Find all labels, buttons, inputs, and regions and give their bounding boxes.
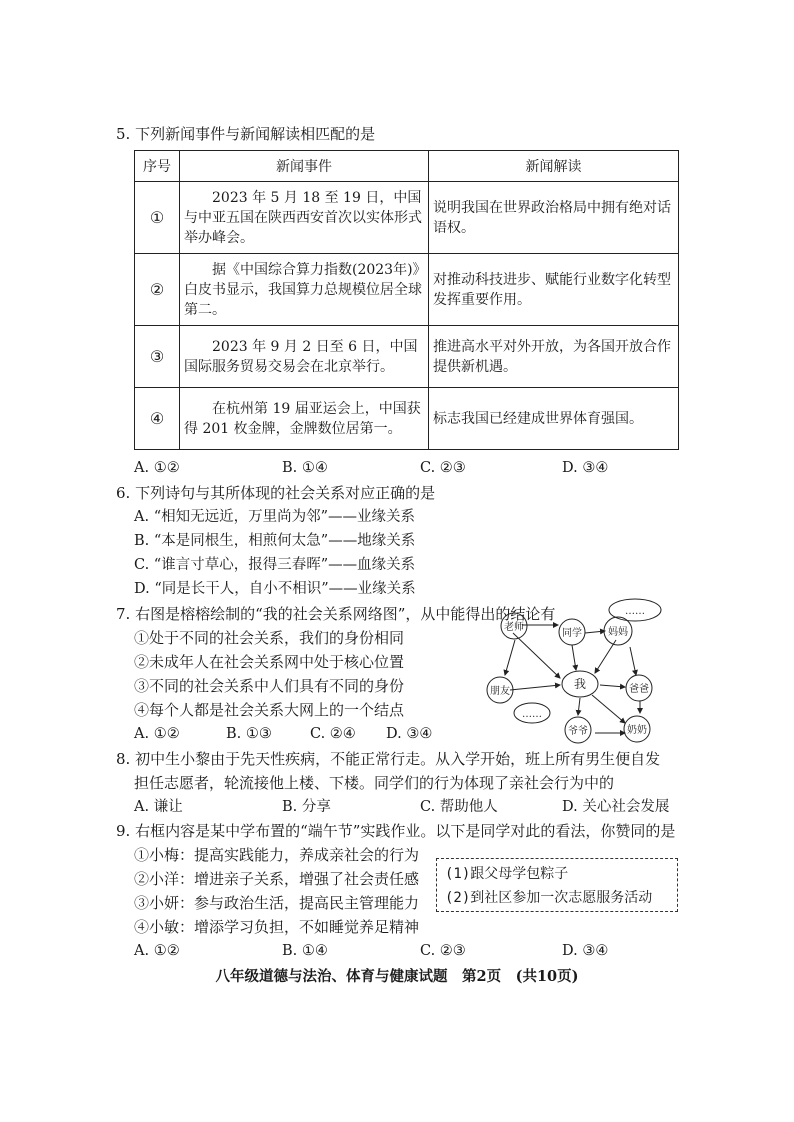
edge-mom-dad xyxy=(630,647,636,675)
row-event: 2023 年 5 月 18 至 19 日，中国与中亚五国在陕西西安首次以实体形式举办峰会。 xyxy=(180,182,429,254)
node-friend-label: 朋友 xyxy=(490,686,510,697)
q5-option-c[interactable]: C. ②③ xyxy=(420,460,466,476)
q7-option-b[interactable]: B. ①③ xyxy=(226,726,272,742)
node-classmate-label: 同学 xyxy=(562,628,582,639)
edge-mom-me xyxy=(595,640,616,673)
social-network-diagram xyxy=(480,595,680,745)
q7-item-2: ②未成年人在社会关系网中处于核心位置 xyxy=(134,653,405,671)
edge-classmate-me xyxy=(572,645,576,670)
q9-stem: 9. 右框内容是某中学布置的“端午节”实践作业。以下是同学对此的看法，你赞同的是 xyxy=(116,822,676,840)
row-event: 2023 年 9 月 2 日至 6 日，中国国际服务贸易交易会在北京举行。 xyxy=(180,326,429,388)
table-header-row xyxy=(135,151,679,182)
q8-option-a[interactable]: A. 谦让 xyxy=(134,799,183,815)
q5-stem: 5. 下列新闻事件与新闻解读相匹配的是 xyxy=(116,125,376,143)
edge-teacher-me xyxy=(513,633,560,678)
table-row xyxy=(135,182,679,254)
homework-item-1: (1)跟父母学包粽子 xyxy=(445,866,569,882)
table-row xyxy=(135,326,679,388)
q9-option-a[interactable]: A. ①② xyxy=(134,943,180,959)
edge-me-grandma xyxy=(592,695,625,723)
homework-box xyxy=(436,858,678,912)
news-table xyxy=(134,150,679,450)
q9-item-1: ①小梅：提高实践能力，养成亲社会的行为 xyxy=(134,846,420,864)
table-row xyxy=(135,388,679,450)
page-footer: 八年级道德与法治、体育与健康试题 第2页 (共10页) xyxy=(215,968,579,985)
edge-classmate-mom xyxy=(585,631,605,633)
node-dad-label: 爸爸 xyxy=(629,684,649,695)
q7-option-a[interactable]: A. ①② xyxy=(134,726,180,742)
row-num: ④ xyxy=(135,388,180,450)
q6-option-b[interactable]: B. “本是同根生，相煎何太急”——地缘关系 xyxy=(134,533,416,549)
row-num: ③ xyxy=(135,326,180,388)
node-more-top-label: …… xyxy=(625,606,645,617)
edge-friend-me xyxy=(510,685,560,690)
q9-option-b[interactable]: B. ①④ xyxy=(282,943,328,959)
header-interp: 新闻解读 xyxy=(429,151,679,182)
row-event: 据《中国综合算力指数(2023年)》白皮书显示，我国算力总规模位居全球第二。 xyxy=(180,254,429,326)
q7-stem: 7. 右图是榕榕绘制的“我的社会关系网络图”，从中能得出的结论有 xyxy=(116,605,556,623)
q8-stem-cont: 担任志愿者，轮流接他上楼、下楼。同学们的行为体现了亲社会行为中的 xyxy=(134,774,615,792)
q5-option-a[interactable]: A. ①② xyxy=(134,460,180,476)
q8-option-c[interactable]: C. 帮助他人 xyxy=(420,799,498,815)
node-mom-label: 妈妈 xyxy=(608,627,628,638)
q8-option-b[interactable]: B. 分享 xyxy=(282,799,331,815)
q9-item-4: ④小敏：增添学习负担，不如睡觉养足精神 xyxy=(134,918,420,936)
row-interp: 说明我国在世界政治格局中拥有绝对话语权。 xyxy=(429,182,679,254)
header-event: 新闻事件 xyxy=(180,151,429,182)
q6-option-a[interactable]: A. “相知无远近，万里尚为邻”——业缘关系 xyxy=(134,509,416,525)
edge-me-grandpa xyxy=(578,698,580,715)
row-num: ② xyxy=(135,254,180,326)
edge-teacher-friend xyxy=(505,640,515,675)
q9-option-d[interactable]: D. ③④ xyxy=(562,943,609,959)
q8-option-d[interactable]: D. 关心社会发展 xyxy=(562,799,670,815)
q7-option-d[interactable]: D. ③④ xyxy=(386,726,433,742)
row-interp: 推进高水平对外开放，为各国开放合作提供新机遇。 xyxy=(429,326,679,388)
q6-stem: 6. 下列诗句与其所体现的社会关系对应正确的是 xyxy=(116,484,436,502)
node-grandpa-label: 爷爷 xyxy=(568,726,588,737)
q5-option-b[interactable]: B. ①④ xyxy=(282,460,328,476)
q9-item-3: ③小妍：参与政治生活，提高民主管理能力 xyxy=(134,894,420,912)
row-interp: 标志我国已经建成世界体育强国。 xyxy=(429,388,679,450)
q7-item-3: ③不同的社会关系中人们具有不同的身份 xyxy=(134,677,405,695)
q9-option-c[interactable]: C. ②③ xyxy=(420,943,466,959)
node-me-label: 我 xyxy=(573,677,587,691)
q7-option-c[interactable]: C. ②④ xyxy=(310,726,356,742)
homework-item-2: (2)到社区参加一次志愿服务活动 xyxy=(445,890,653,906)
node-more-bottom-label: …… xyxy=(522,709,542,720)
q9-item-2: ②小洋：增进亲子关系，增强了社会责任感 xyxy=(134,870,420,888)
row-num: ① xyxy=(135,182,180,254)
header-num: 序号 xyxy=(135,151,180,182)
table-row xyxy=(135,254,679,326)
q7-item-4: ④每个人都是社会关系大网上的一个结点 xyxy=(134,701,405,719)
row-interp: 对推动科技进步、赋能行业数字化转型发挥重要作用。 xyxy=(429,254,679,326)
q6-option-c[interactable]: C. “谁言寸草心，报得三春晖”——血缘关系 xyxy=(134,557,416,573)
q5-option-d[interactable]: D. ③④ xyxy=(562,460,609,476)
q8-stem: 8. 初中生小黎由于先天性疾病，不能正常行走。从入学开始，班上所有男生便自发 xyxy=(116,750,661,768)
q7-item-1: ①处于不同的社会关系，我们的身份相同 xyxy=(134,629,405,647)
node-grandma-label: 奶奶 xyxy=(627,725,647,736)
row-event: 在杭州第 19 届亚运会上，中国获得 201 枚金牌，金牌数位居第一。 xyxy=(180,388,429,450)
node-teacher-label: 老师 xyxy=(504,622,524,633)
edge-me-dad xyxy=(600,685,625,687)
q6-option-d[interactable]: D. “同是长干人，自小不相识”——业缘关系 xyxy=(134,581,416,597)
